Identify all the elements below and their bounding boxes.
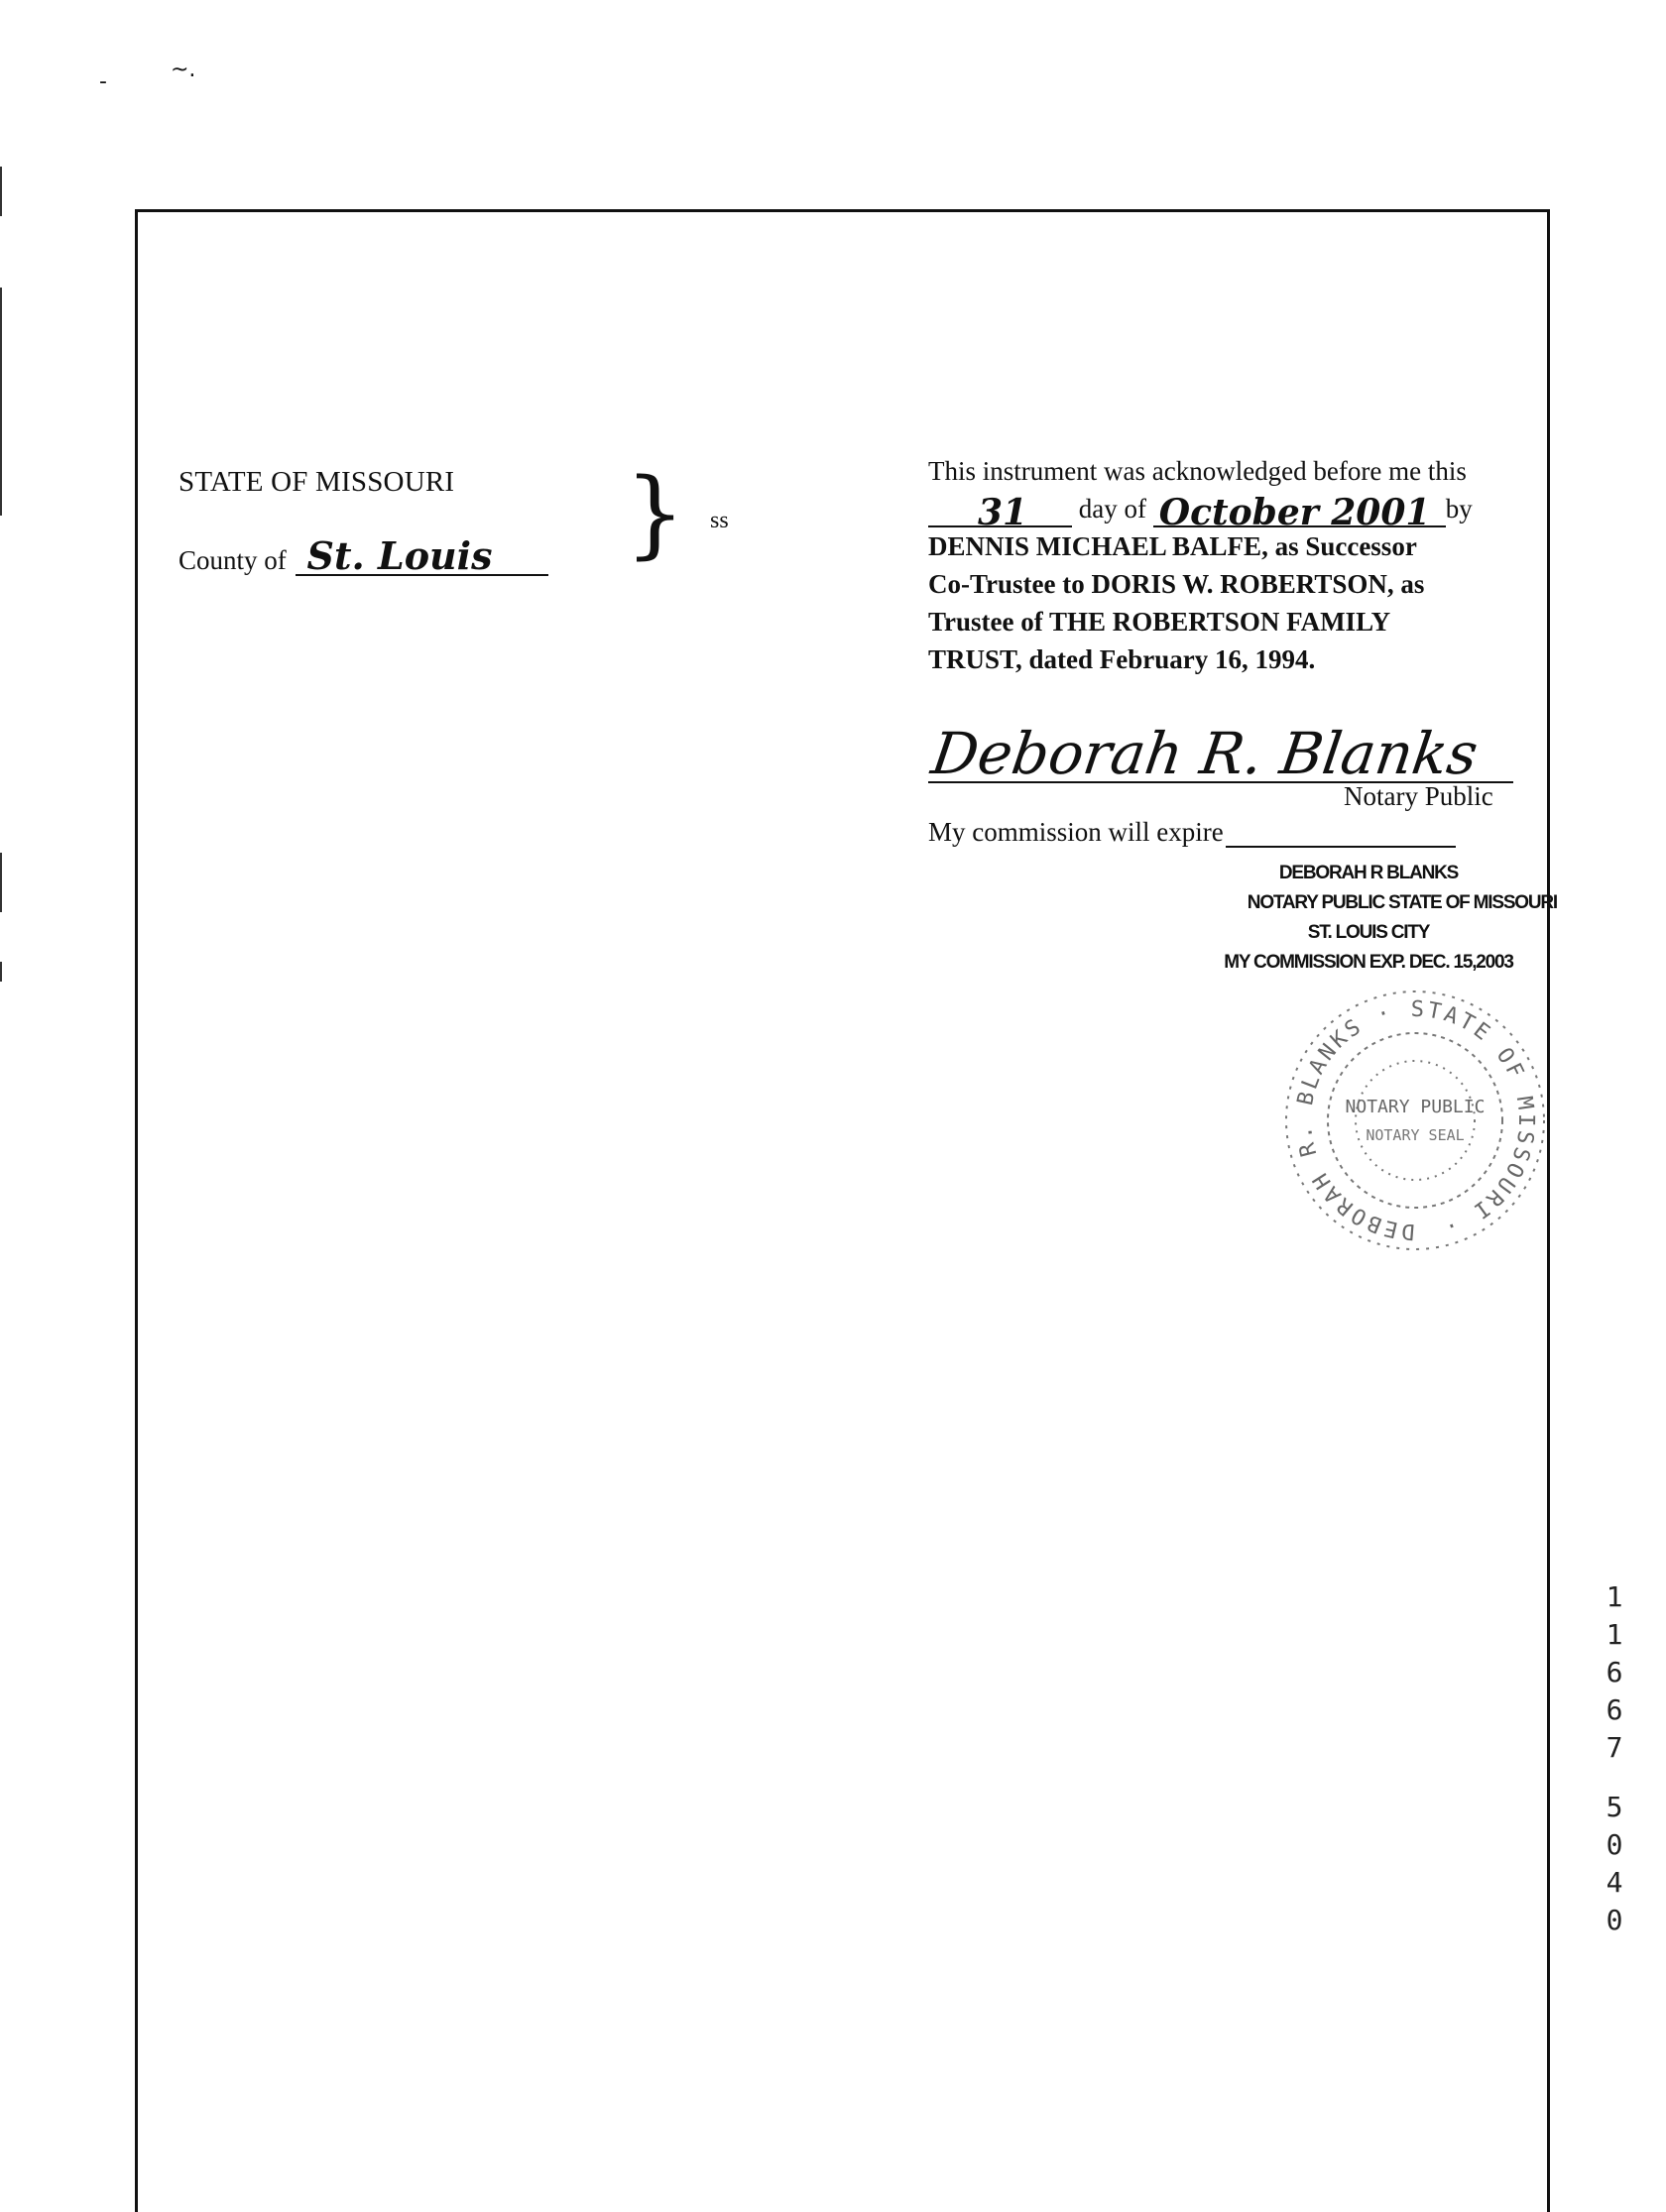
notary-signature: Deborah R. Blanks [927,720,1483,787]
commission-label: My commission will expire [928,817,1224,847]
notary-seal [1251,982,1579,1259]
scan-edge-mark [0,962,2,982]
margin-book-page-stamp [1595,1578,1634,1939]
seal-center-text: NOTARY SEAL [1366,1126,1465,1144]
stamp-line-4: MY COMMISSION EXP. DEC. 15,2003 [1224,952,1513,973]
ss-label: ss [710,508,729,533]
state-text: STATE OF MISSOURI [178,466,455,498]
county-handwritten: St. Louis [306,533,493,578]
margin-digit: 7 [1606,1731,1623,1764]
by-label: by [1445,494,1473,524]
scan-speck: - [99,69,107,94]
margin-digit: 6 [1606,1656,1623,1688]
notary-public-label: Notary Public [1344,781,1493,811]
venue-state [178,466,454,499]
commission-blank [1226,820,1456,848]
commission-line [928,817,1456,848]
ack-line-5: Trustee of THE ROBERTSON FAMILY [928,607,1391,637]
ack-line-4: Co-Trustee to DORIS W. ROBERTSON, as [928,569,1425,599]
margin-digit: 6 [1606,1693,1623,1726]
day-handwritten: 31 [978,492,1028,533]
margin-digit: 4 [1606,1866,1623,1899]
margin-digit: 0 [1606,1828,1623,1861]
month-year-handwritten: October 2001 [1158,492,1431,533]
day-of-label: day of [1078,494,1146,524]
day-field [928,492,1072,533]
svg-text:DEBORAH R. BLANKS · STATE OF M [1292,997,1538,1243]
margin-digit: 0 [1606,1904,1623,1936]
seal-inner-text: NOTARY PUBLIC [1345,1097,1486,1117]
margin-digit: 1 [1606,1580,1623,1613]
ack-line-1: This instrument was acknowledged before me this [928,456,1467,486]
county-label: County of [178,545,287,575]
margin-digit: 5 [1606,1791,1623,1823]
ack-line-3: DENNIS MICHAEL BALFE, as Successor [928,531,1417,561]
stamp-name: DEBORAH R BLANKS [1278,863,1459,883]
venue-county [178,533,548,578]
margin-digit: 1 [1606,1618,1623,1651]
county-field [296,533,548,578]
seal-outer-text: DEBORAH R. BLANKS · STATE OF MISSOURI · [1291,996,1539,1244]
ack-line-2 [928,490,1523,533]
stamp-line-2: NOTARY PUBLIC STATE OF MISSOURI [1247,892,1557,913]
scan-edge-mark [0,288,2,516]
acknowledgment-block [928,452,1523,678]
scan-edge-mark [0,853,2,912]
venue-brace: } [625,458,686,569]
signature-line [927,694,1513,787]
scan-edge-mark [0,167,2,216]
stamp-line-3: ST. LOUIS CITY [1307,922,1430,943]
notary-stamp [1121,859,1557,978]
month-year-field [1153,492,1446,533]
scan-speck: ~. [171,58,196,82]
ack-line-6: TRUST, dated February 16, 1994. [928,644,1316,674]
